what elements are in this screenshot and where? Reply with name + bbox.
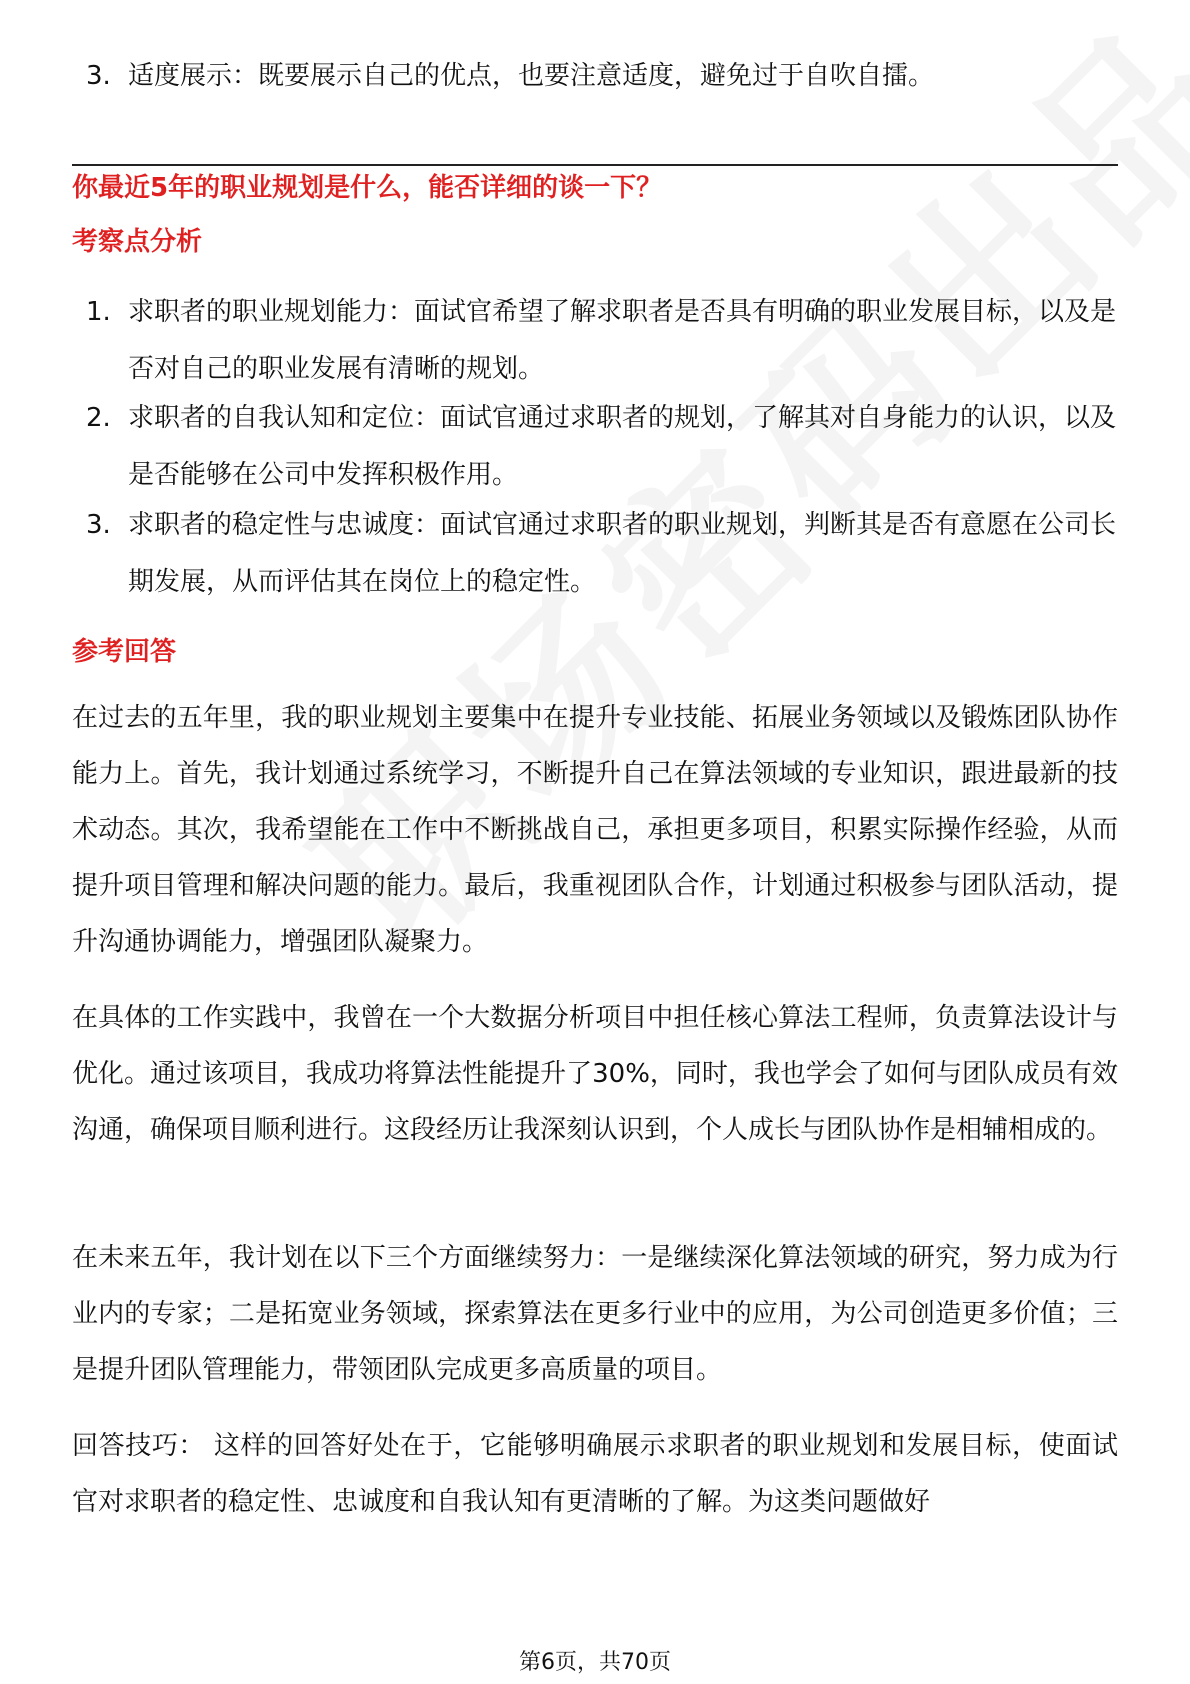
page-number: 第6页，共70页 — [519, 1650, 671, 1675]
list-text: 适度展示：既要展示自己的优点，也要注意适度，避免过于自吹自擂。 — [128, 61, 935, 91]
list-text: 求职者的自我认知和定位：面试官通过求职者的规划，了解其对自身能力的认识，以及是否能够在公司中发挥积极作用。 — [128, 403, 1117, 490]
answer-paragraph: 在未来五年，我计划在以下三个方面继续努力：一是继续深化算法领域的研究，努力成为行业内的专家；二是拓宽业务领域，探索算法在更多行业中的应用，为公司创造更多价值；三是提升团队管理能力，带领团队完成更多高质量的项目。 — [72, 1243, 1118, 1385]
answer-tip-paragraph: 回答技巧： 这样的回答好处在于，它能够明确展示求职者的职业规划和发展目标，使面试官对求职者的稳定性、忠诚度和自我认知有更清晰的了解。为这类问题做好 — [72, 1431, 1118, 1517]
list-number: 3. — [86, 510, 111, 540]
list-text: 求职者的职业规划能力：面试官希望了解求职者是否具有明确的职业发展目标，以及是否对自己的职业发展有清晰的规划。 — [128, 297, 1117, 384]
section-divider — [72, 164, 1118, 166]
answer-heading: 参考回答 — [72, 637, 177, 667]
list-text: 求职者的稳定性与忠诚度：面试官通过求职者的职业规划，判断其是否有意愿在公司长期发展，从而评估其在岗位上的稳定性。 — [128, 510, 1117, 597]
list-number: 2. — [86, 403, 111, 433]
list-item — [86, 497, 1118, 611]
analysis-heading: 考察点分析 — [72, 227, 203, 257]
list-item — [86, 48, 1118, 105]
answer-paragraph: 在具体的工作实践中，我曾在一个大数据分析项目中担任核心算法工程师，负责算法设计与优化。通过该项目，我成功将算法性能提升了30%，同时，我也学会了如何与团队成员有效沟通，确保项目顺利进行。这段经历让我深刻认识到，个人成长与团队协作是相辅相成的。 — [72, 1003, 1118, 1145]
list-item — [86, 284, 1118, 398]
question-heading: 你最近5年的职业规划是什么，能否详细的谈一下？ — [72, 173, 663, 203]
answer-paragraph: 在过去的五年里，我的职业规划主要集中在提升专业技能、拓展业务领域以及锻炼团队协作能力上。首先，我计划通过系统学习，不断提升自己在算法领域的专业知识，跟进最新的技术动态。其次，我希望能在工作中不断挑战自己，承担更多项目，积累实际操作经验，从而提升项目管理和解决问题的能力。最后，我重视团队合作，计划通过积极参与团队活动，提升沟通协调能力，增强团队凝聚力。 — [72, 703, 1118, 957]
list-number: 3. — [86, 61, 111, 91]
list-number: 1. — [86, 297, 111, 327]
list-item — [86, 390, 1118, 504]
